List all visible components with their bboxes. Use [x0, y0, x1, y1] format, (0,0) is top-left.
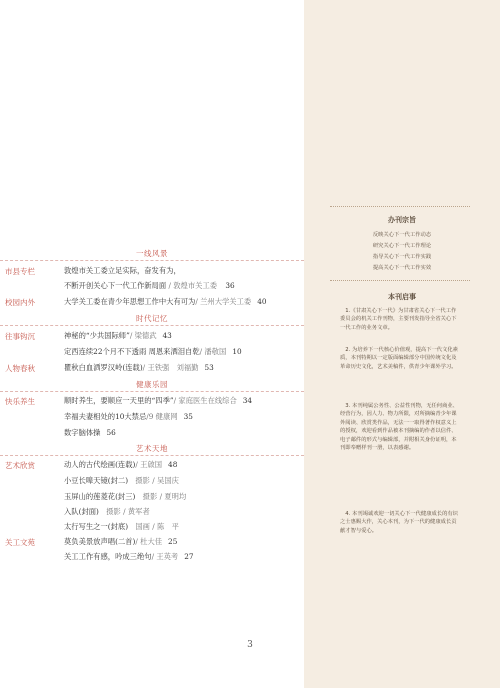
entry-page: 36: [225, 281, 235, 290]
purpose-line: 反映关心下一代工作动态: [372, 232, 432, 238]
toc-entry[interactable]: [64, 331, 172, 341]
entry-page: 25: [168, 537, 178, 546]
entry-page: 40: [257, 297, 267, 306]
category-label: 关工文苑: [5, 538, 35, 547]
entry-title: 数字脑体操: [64, 428, 101, 437]
section-divider: [0, 260, 304, 261]
entry-title: 瞿秋白血洒罗汉岭(连载): [64, 363, 143, 372]
entry-page: 34: [242, 396, 253, 405]
toc-entry[interactable]: [64, 552, 194, 562]
toc-entry[interactable]: [64, 476, 179, 486]
purpose-heading: 办刊宗旨: [388, 216, 416, 224]
category-label: 往事钩沉: [5, 332, 35, 341]
entry-author: / 杜大佳: [135, 537, 163, 546]
toc-entry[interactable]: [64, 428, 116, 438]
entry-title: 玉屏山的莲菱花(封三): [64, 492, 136, 501]
entry-title: 神秘的“少共国际师”: [64, 331, 130, 340]
entry-author: / 王英考: [151, 552, 179, 561]
entry-author: / 家庭医生在线综合: [173, 396, 237, 405]
entry-title: 动人的古代绘画(连载): [64, 460, 136, 469]
entry-page: 10: [232, 347, 242, 356]
entry-title: 莫负美景放声唱(二首): [64, 537, 136, 546]
toc-entry[interactable]: [64, 537, 177, 547]
notice-paragraph: 3. 本刊纯属公务性、公益性刊物，无任何商业、经营行为，因人力、物力所限，对所摘编青少年课外阅读、欣赏类作品，无法一一取得著作权意义上的授权，欢迎看到作品被本刊摘编的作者以信件、电子邮件的形式与编辑部，并附相关身份证明，本刊即奉赠样刊一册，以表感谢。: [340, 403, 458, 452]
entry-author: / 敦煌市关工委: [168, 281, 218, 290]
entry-author: / 兰州大学关工委: [195, 297, 252, 306]
sidebar-panel: [304, 0, 500, 688]
entry-title: 定西连续22个月不下透雨 周恩来洒泪自乾: [64, 347, 200, 356]
entry-title: 入队(封面): [64, 507, 99, 516]
entry-page: 56: [106, 428, 116, 437]
section-divider: [0, 391, 304, 392]
purpose-line: 提高关心下一代工作实效: [372, 265, 432, 271]
toc-entry[interactable]: [64, 492, 186, 502]
entry-title: 大学关工委在青少年思想工作中大有可为: [64, 297, 196, 306]
notice-paragraph: 2. 为培养下一代核心价值观，提高下一代文化素质，本刊特期以一定版面编辑部分中国传统文化及革命历史文化，艺术美稿件，供青少年课外学习。: [340, 347, 458, 370]
category-label: 人物春秋: [5, 364, 35, 373]
toc-entry[interactable]: [64, 396, 252, 406]
category-label: 快乐养生: [5, 397, 35, 406]
purpose-line: 指导关心下一代工作实践: [372, 254, 432, 260]
entry-page: 43: [162, 331, 172, 340]
entry-title: 敦煌市关工委立足实际，奋发有为，: [64, 266, 181, 275]
entry-title: 不断开创关心下一代工作新局面: [64, 281, 167, 290]
entry-author: 国画 / 陈 平: [135, 522, 179, 531]
entry-title: 小豆长嗥天镜(封二): [64, 476, 129, 485]
notice-heading: 本刊启事: [388, 293, 416, 301]
toc-entry[interactable]: [64, 460, 177, 470]
entry-author: / 王啟国: [135, 460, 163, 469]
toc-entry-continued[interactable]: [64, 281, 235, 291]
toc-entry[interactable]: [64, 297, 267, 307]
category-label: 校园内外: [5, 298, 35, 307]
notice-paragraph: 4. 本刊竭诚欢迎一切关心下一代健康成长的有识之士惠赐大作，关心本刊，为下一代的健康成长贡献才智与爱心。: [340, 511, 458, 534]
sidebar-divider: [330, 280, 470, 281]
toc-entry[interactable]: [64, 412, 193, 422]
entry-author: / 潘敬国: [199, 347, 227, 356]
section-divider: [0, 325, 304, 326]
notice-paragraph: 1.《甘肃关心下一代》为甘肃省关心下一代工作委员会的机关工作刊物，主要刊发指导全省关心下一代工作的业务文章。: [340, 308, 457, 331]
sidebar-divider: [330, 206, 470, 207]
entry-page: 27: [184, 552, 194, 561]
section-heading: 时代记忆: [136, 314, 168, 323]
entry-author: 摄影 / 吴国庆: [135, 476, 179, 485]
toc-entry[interactable]: [64, 507, 150, 517]
toc-entry[interactable]: [64, 522, 179, 532]
category-label: 市县专栏: [5, 267, 35, 276]
section-heading: 艺术天地: [136, 444, 168, 453]
entry-author: / 王铁强 刘福勤: [142, 363, 199, 372]
entry-author: 摄影 / 黄军者: [106, 507, 150, 516]
entry-author: / 梁德武: [129, 331, 157, 340]
entry-title: 幸福夫妻相处的10大禁忌: [64, 412, 147, 421]
category-label: 艺术欣赏: [5, 461, 35, 470]
entry-title: 太行写生之一(封底): [64, 522, 129, 531]
toc-entry[interactable]: [64, 363, 214, 373]
entry-author: /9 健康网: [146, 412, 178, 421]
entry-title: 顺时养生，要顺应一天里的“四季”: [64, 396, 174, 405]
purpose-line: 研究关心下一代工作理论: [372, 243, 432, 249]
section-divider: [0, 455, 304, 456]
entry-page: 53: [204, 363, 214, 372]
entry-page: 35: [183, 412, 193, 421]
section-heading: 健康乐园: [136, 380, 168, 389]
toc-entry[interactable]: [64, 347, 242, 357]
page-number: 3: [247, 640, 253, 650]
section-heading: 一线风景: [136, 249, 168, 258]
entry-page: 48: [168, 460, 178, 469]
entry-title: 关工工作有感，吟成三绝句: [64, 552, 152, 561]
toc-entry[interactable]: [64, 266, 181, 276]
entry-author: 摄影 / 夏明均: [142, 492, 187, 501]
